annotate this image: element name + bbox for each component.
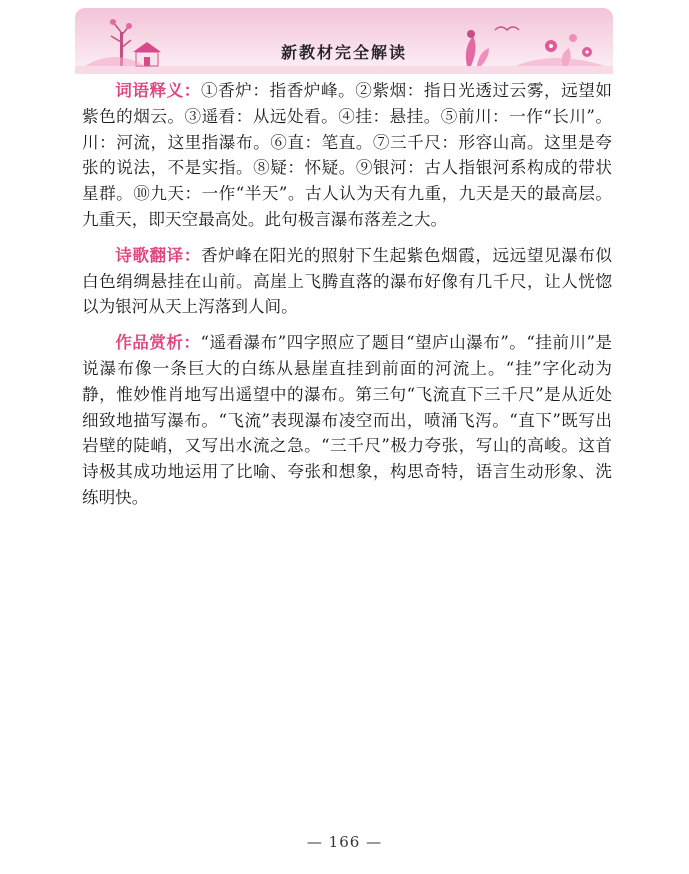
page-content [82, 78, 612, 511]
section-label: 诗歌翻译： [115, 245, 201, 265]
page-number: — 166 — [306, 833, 383, 851]
page-header [75, 8, 613, 74]
section-label: 作品赏析： [115, 333, 201, 353]
section-text: “遥看瀑布”四字照应了题目“望庐山瀑布”。“挂前川”是说瀑布像一条巨大的白练从悬崖直挂到前面的河流上。“挂”字化动为静，惟妙惟肖地写出遥望中的瀑布。第三句“飞流直下三千尺”是从近处细致地描写瀑布。“飞流”表现瀑布凌空而出，喷涌飞泻。“直下”既写出岩壁的陡峭，又写出水流之急。“三千尺”极力夸张，写山的高峻。这首诗极其成功地运用了比喻、夸张和想象，构思奇特，语言生动形象、洗练明快。 [82, 333, 613, 507]
section-text: 香炉峰在阳光的照射下生起紫色烟霞，远远望见瀑布似白色绢绸悬挂在山前。高崖上飞腾直落的瀑布好像有几千尺，让人恍惚以为银河从天上泻落到人间。 [82, 245, 613, 317]
header-title: 新教材完全解读 [280, 43, 407, 62]
section-appreciation [82, 330, 612, 511]
section-translation [82, 243, 612, 320]
section-word-notes [82, 78, 612, 233]
section-text: ①香炉：指香炉峰。②紫烟：指日光透过云雾，远望如紫色的烟云。③遥看：从远处看。④挂：悬挂。⑤前川：一作“长川”。川：河流，这里指瀑布。⑥直：笔直。⑦三千尺：形容山高。这里是夸张的说法，不是实指。⑧疑：怀疑。⑨银河：古人指银河系构成的带状星群。⑩九天：一作“半天”。古人认为天有九重，九天是天的最高层。九重天，即天空最高处。此句极言瀑布落差之大。 [82, 81, 613, 229]
banner-base [75, 66, 613, 74]
section-label: 词语释义： [115, 81, 201, 100]
